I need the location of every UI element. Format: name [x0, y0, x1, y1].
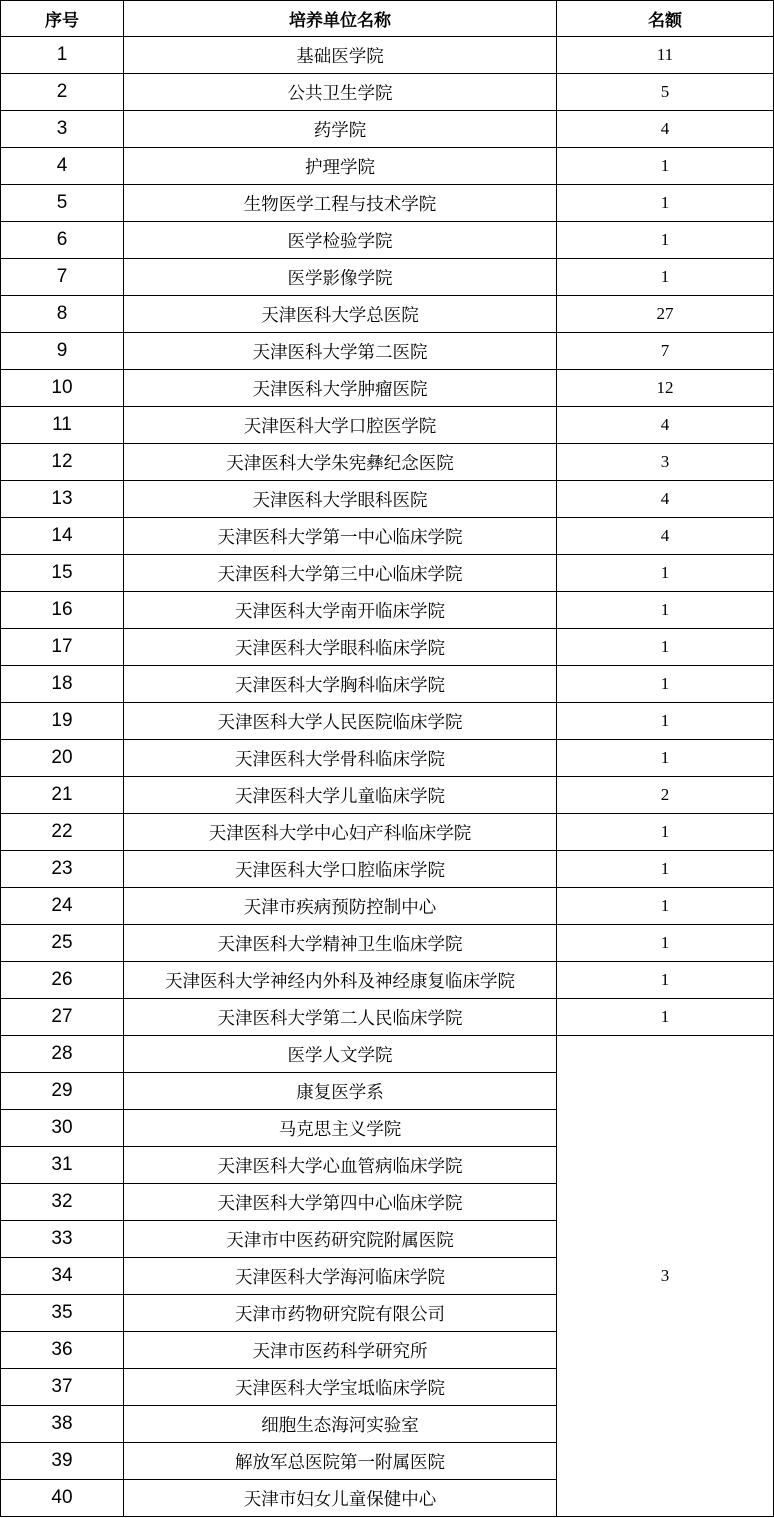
- row-quota: 11: [557, 37, 774, 74]
- table-row: [1, 703, 774, 740]
- table-row: [1, 962, 774, 999]
- table-row: [1, 814, 774, 851]
- table-row: [1, 333, 774, 370]
- row-quota: 4: [557, 518, 774, 555]
- row-serial-number: 16: [1, 592, 124, 629]
- row-serial-number: 14: [1, 518, 124, 555]
- row-unit-name: 天津医科大学眼科医院: [124, 481, 557, 518]
- row-quota: 1: [557, 703, 774, 740]
- table-row: [1, 666, 774, 703]
- row-serial-number: 28: [1, 1036, 124, 1073]
- row-unit-name: 天津医科大学海河临床学院: [124, 1258, 557, 1295]
- header-serial-number: 序号: [1, 1, 124, 37]
- row-unit-name: 马克思主义学院: [124, 1110, 557, 1147]
- row-serial-number: 1: [1, 37, 124, 74]
- row-unit-name: 天津医科大学神经内外科及神经康复临床学院: [124, 962, 557, 999]
- row-quota: 1: [557, 148, 774, 185]
- row-serial-number: 12: [1, 444, 124, 481]
- row-quota: 1: [557, 222, 774, 259]
- table-row: [1, 259, 774, 296]
- row-unit-name: 医学人文学院: [124, 1036, 557, 1073]
- row-unit-name: 天津医科大学第一中心临床学院: [124, 518, 557, 555]
- table-row: [1, 888, 774, 925]
- row-unit-name: 天津医科大学精神卫生临床学院: [124, 925, 557, 962]
- row-unit-name: 生物医学工程与技术学院: [124, 185, 557, 222]
- row-serial-number: 19: [1, 703, 124, 740]
- row-serial-number: 23: [1, 851, 124, 888]
- row-unit-name: 天津医科大学朱宪彝纪念医院: [124, 444, 557, 481]
- row-serial-number: 7: [1, 259, 124, 296]
- row-quota: 5: [557, 74, 774, 111]
- row-quota: 1: [557, 851, 774, 888]
- row-serial-number: 38: [1, 1406, 124, 1443]
- row-unit-name: 天津医科大学肿瘤医院: [124, 370, 557, 407]
- row-unit-name: 天津市药物研究院有限公司: [124, 1295, 557, 1332]
- row-serial-number: 3: [1, 111, 124, 148]
- row-serial-number: 20: [1, 740, 124, 777]
- row-unit-name: 天津市疾病预防控制中心: [124, 888, 557, 925]
- row-unit-name: 天津医科大学第四中心临床学院: [124, 1184, 557, 1221]
- row-unit-name: 天津医科大学第二人民临床学院: [124, 999, 557, 1036]
- row-unit-name: 药学院: [124, 111, 557, 148]
- row-unit-name: 天津医科大学南开临床学院: [124, 592, 557, 629]
- row-serial-number: 15: [1, 555, 124, 592]
- row-unit-name: 天津医科大学口腔临床学院: [124, 851, 557, 888]
- row-quota: 3: [557, 444, 774, 481]
- row-unit-name: 天津医科大学总医院: [124, 296, 557, 333]
- row-serial-number: 13: [1, 481, 124, 518]
- table-row: [1, 111, 774, 148]
- row-unit-name: 天津医科大学中心妇产科临床学院: [124, 814, 557, 851]
- table-row: [1, 37, 774, 74]
- row-quota: 1: [557, 999, 774, 1036]
- row-serial-number: 24: [1, 888, 124, 925]
- header-quota: 名额: [557, 1, 774, 37]
- row-unit-name: 天津医科大学骨科临床学院: [124, 740, 557, 777]
- row-serial-number: 39: [1, 1443, 124, 1480]
- row-quota: 1: [557, 629, 774, 666]
- row-serial-number: 27: [1, 999, 124, 1036]
- row-serial-number: 2: [1, 74, 124, 111]
- row-serial-number: 26: [1, 962, 124, 999]
- table-row: [1, 185, 774, 222]
- row-serial-number: 30: [1, 1110, 124, 1147]
- row-unit-name: 解放军总医院第一附属医院: [124, 1443, 557, 1480]
- row-quota: 1: [557, 259, 774, 296]
- row-quota: 1: [557, 666, 774, 703]
- row-serial-number: 11: [1, 407, 124, 444]
- row-serial-number: 33: [1, 1221, 124, 1258]
- row-serial-number: 9: [1, 333, 124, 370]
- row-quota: 1: [557, 925, 774, 962]
- row-serial-number: 40: [1, 1480, 124, 1517]
- table-row: [1, 481, 774, 518]
- row-serial-number: 5: [1, 185, 124, 222]
- header-unit-name: 培养单位名称: [124, 1, 557, 37]
- row-quota: 4: [557, 481, 774, 518]
- row-unit-name: 天津医科大学第二医院: [124, 333, 557, 370]
- row-unit-name: 护理学院: [124, 148, 557, 185]
- row-unit-name: 天津医科大学第三中心临床学院: [124, 555, 557, 592]
- row-serial-number: 36: [1, 1332, 124, 1369]
- row-quota: 1: [557, 555, 774, 592]
- row-serial-number: 29: [1, 1073, 124, 1110]
- row-unit-name: 天津市医药科学研究所: [124, 1332, 557, 1369]
- row-serial-number: 21: [1, 777, 124, 814]
- table-row: [1, 777, 774, 814]
- row-unit-name: 基础医学院: [124, 37, 557, 74]
- row-unit-name: 医学检验学院: [124, 222, 557, 259]
- row-unit-name: 天津医科大学儿童临床学院: [124, 777, 557, 814]
- table-row: [1, 740, 774, 777]
- row-unit-name: 康复医学系: [124, 1073, 557, 1110]
- table-row: [1, 74, 774, 111]
- row-serial-number: 4: [1, 148, 124, 185]
- row-serial-number: 35: [1, 1295, 124, 1332]
- table-row: [1, 370, 774, 407]
- row-unit-name: 天津市中医药研究院附属医院: [124, 1221, 557, 1258]
- row-unit-name: 天津市妇女儿童保健中心: [124, 1480, 557, 1517]
- row-serial-number: 32: [1, 1184, 124, 1221]
- row-quota: 1: [557, 185, 774, 222]
- row-quota: 27: [557, 296, 774, 333]
- table-row: [1, 148, 774, 185]
- row-quota: 1: [557, 814, 774, 851]
- table-header-row: [1, 1, 774, 37]
- row-quota: 12: [557, 370, 774, 407]
- merged-quota-cell: 3: [557, 1036, 774, 1517]
- row-unit-name: 天津医科大学胸科临床学院: [124, 666, 557, 703]
- table-row: [1, 407, 774, 444]
- row-unit-name: 医学影像学院: [124, 259, 557, 296]
- table-row: [1, 555, 774, 592]
- table-row: [1, 444, 774, 481]
- row-unit-name: 天津医科大学宝坻临床学院: [124, 1369, 557, 1406]
- table-row: [1, 222, 774, 259]
- row-serial-number: 34: [1, 1258, 124, 1295]
- row-serial-number: 6: [1, 222, 124, 259]
- row-unit-name: 天津医科大学人民医院临床学院: [124, 703, 557, 740]
- table-body: [1, 37, 774, 1517]
- row-unit-name: 天津医科大学口腔医学院: [124, 407, 557, 444]
- table-row: [1, 925, 774, 962]
- row-quota: 1: [557, 888, 774, 925]
- table-row: [1, 629, 774, 666]
- row-quota: 4: [557, 407, 774, 444]
- table-row: [1, 518, 774, 555]
- row-unit-name: 公共卫生学院: [124, 74, 557, 111]
- row-quota: 2: [557, 777, 774, 814]
- row-serial-number: 22: [1, 814, 124, 851]
- row-quota: 1: [557, 962, 774, 999]
- row-serial-number: 31: [1, 1147, 124, 1184]
- table-row: [1, 851, 774, 888]
- row-quota: 4: [557, 111, 774, 148]
- table-row: [1, 296, 774, 333]
- row-serial-number: 37: [1, 1369, 124, 1406]
- table-row: [1, 592, 774, 629]
- row-serial-number: 10: [1, 370, 124, 407]
- row-unit-name: 天津医科大学心血管病临床学院: [124, 1147, 557, 1184]
- row-quota: 7: [557, 333, 774, 370]
- row-serial-number: 25: [1, 925, 124, 962]
- row-quota: 1: [557, 740, 774, 777]
- row-serial-number: 18: [1, 666, 124, 703]
- table-row: [1, 1036, 774, 1073]
- row-serial-number: 17: [1, 629, 124, 666]
- row-serial-number: 8: [1, 296, 124, 333]
- row-quota: 1: [557, 592, 774, 629]
- row-unit-name: 天津医科大学眼科临床学院: [124, 629, 557, 666]
- row-unit-name: 细胞生态海河实验室: [124, 1406, 557, 1443]
- table-row: [1, 999, 774, 1036]
